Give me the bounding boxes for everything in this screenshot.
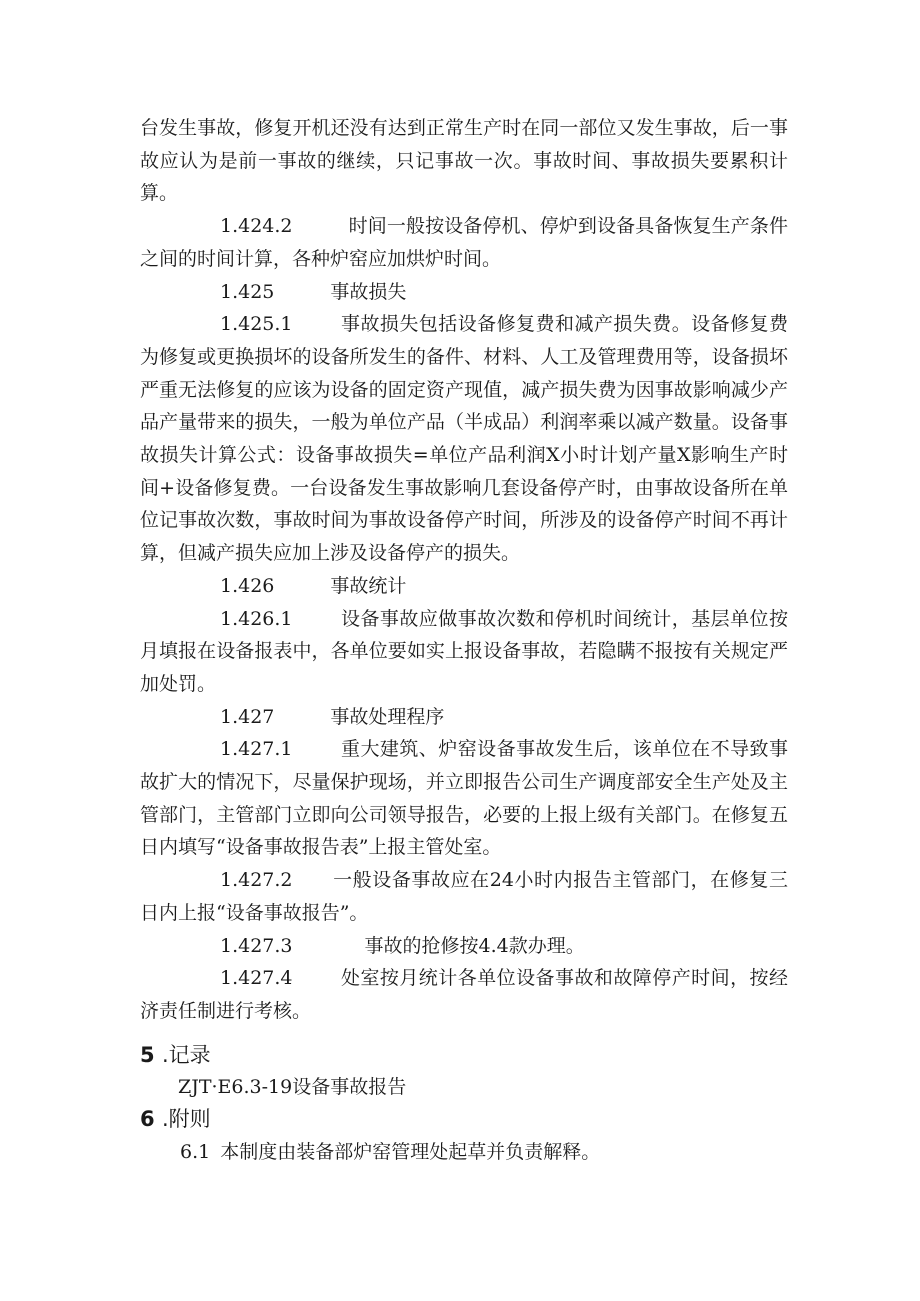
clause-1-427-2 <box>140 864 788 929</box>
clause-1-425-1 <box>140 308 788 570</box>
section-number: 5 <box>140 1042 155 1067</box>
clause-1-427 <box>140 701 788 734</box>
clause-1-427-3 <box>140 930 788 963</box>
section-5-heading <box>140 1038 788 1072</box>
section-title: .记录 <box>162 1042 211 1067</box>
record-item: ZJT·E6.3-19设备事故报告 <box>178 1075 407 1098</box>
clause-text: 事故损失包括设备修复费和减产损失费。设备修复费为修复或更换损坏的设备所发生的备件、材料、人工及管理费用等，设备损坏严重无法修复的应该为设备的固定资产现值，减产损失费为因事故影响减少产品产量带来的损失，一般为单位产品（半成品）利润率乘以减产数量。设备事故损失计算公式：设备事故损失=单位产品利润X小时计划产量X影响生产时间+设备修复费。一台设备发生事故影响几套设备停产时，由事故设备所在单位记事故次数，事故时间为事故设备停产时间，所涉及的设备停产时间不再计算，但减产损失应加上涉及设备停产的损失。 <box>140 313 788 565</box>
clause-text: 重大建筑、炉窑设备事故发生后，该单位在不导致事故扩大的情况下，尽量保护现场，并立即报告公司生产调度部安全生产处及主管部门，主管部门立即向公司领导报告，必要的上报上级有关部门。在修复五日内填写“设备事故报告表”上报主管处室。 <box>140 738 788 859</box>
clause-1-426-1 <box>140 603 788 701</box>
clause-heading: 事故处理程序 <box>330 705 445 728</box>
clause-text: 处室按月统计各单位设备事故和故障停产时间，按经济责任制进行考核。 <box>140 967 788 1022</box>
clause-number: 1.427.2 <box>220 869 293 892</box>
clause-number: 6.1 <box>180 1140 211 1163</box>
document-body <box>140 112 788 1168</box>
clause-number: 1.425 <box>220 280 275 303</box>
section-title: .附则 <box>162 1106 211 1131</box>
clause-text: 事故的抢修按4.4款办理。 <box>364 934 585 957</box>
clause-1-425 <box>140 276 788 309</box>
clause-text: 一般设备事故应在24小时内报告主管部门，在修复三日内上报“设备事故报告”。 <box>140 869 788 924</box>
clause-number: 1.426.1 <box>220 607 293 630</box>
clause-number: 1.427.4 <box>220 967 293 990</box>
section-number: 6 <box>140 1106 155 1131</box>
section-6-heading <box>140 1102 788 1136</box>
clause-text: 时间一般按设备停机、停炉到设备具备恢复生产条件之间的时间计算，各种炉窑应加烘炉时间。 <box>140 215 788 270</box>
clause-1-424-2 <box>140 210 788 275</box>
clause-number: 1.424.2 <box>220 215 293 238</box>
clause-heading: 事故统计 <box>330 574 407 597</box>
clause-heading: 事故损失 <box>330 280 407 303</box>
clause-text: 设备事故应做事故次数和停机时间统计，基层单位按月填报在设备报表中，各单位要如实上报设备事故，若隐瞒不报按有关规定严加处罚。 <box>140 607 788 695</box>
clause-number: 1.427 <box>220 705 275 728</box>
clause-1-426 <box>140 570 788 603</box>
clause-number: 1.425.1 <box>220 313 293 336</box>
paragraph-continuation: 台发生事故，修复开机还没有达到正常生产时在同一部位又发生事故，后一事故应认为是前一事故的继续，只记事故一次。事故时间、事故损失要累积计算。 <box>140 117 788 205</box>
clause-number: 1.426 <box>220 574 275 597</box>
clause-number: 1.427.1 <box>220 738 293 761</box>
clause-1-427-4 <box>140 962 788 1027</box>
clause-6-1 <box>140 1136 788 1168</box>
clause-1-427-1 <box>140 733 788 864</box>
clause-number: 1.427.3 <box>220 934 293 957</box>
clause-text: 本制度由装备部炉窑管理处起草并负责解释。 <box>220 1140 601 1163</box>
